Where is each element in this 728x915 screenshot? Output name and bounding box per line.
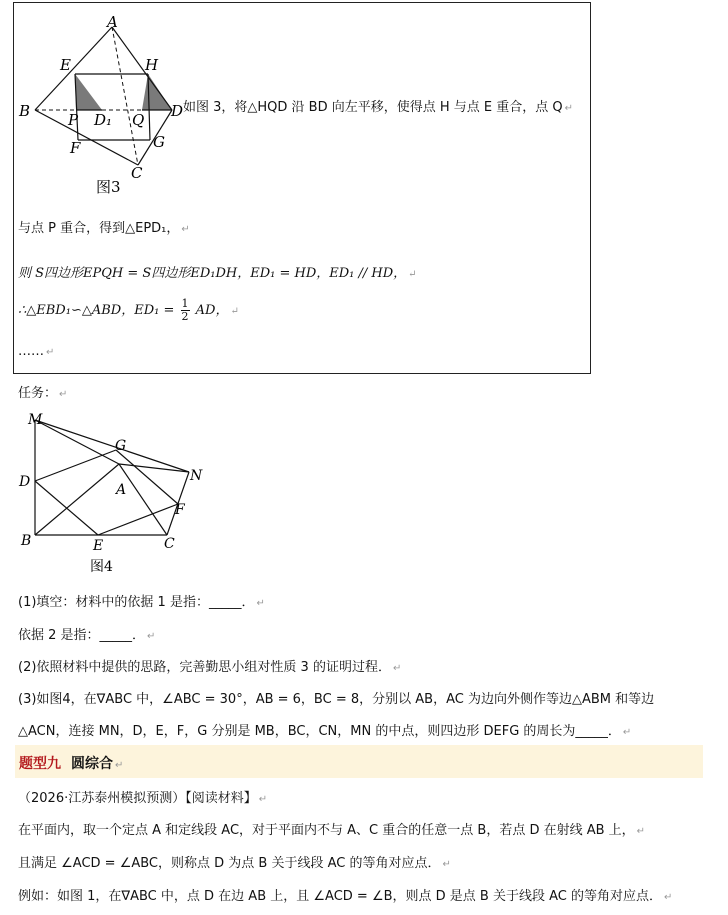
label-d1: D₁: [94, 111, 113, 129]
figure-4: [14, 408, 214, 578]
reading-line-2: 且满足 ∠ACD = ∠ABC，则称点 D 为点 B 关于线段 AC 的等角对应点． ↵: [18, 856, 451, 871]
section-title: 圆综合: [71, 756, 113, 772]
source-line: （2026·江苏泰州模拟预测）【阅读材料】 ↵: [18, 791, 268, 806]
label-f4: F: [175, 502, 185, 518]
section-banner: 题型九 圆综合 ↵: [15, 745, 703, 778]
label-p: P: [68, 111, 79, 129]
reading-line-1: 在平面内，取一个定点 A 和定线段 AC，对于平面内不与 A、C 重合的任意一点 B，若点 D 在射线 AB 上， ↵: [18, 823, 646, 838]
question-3a: (3)如图4，在∇ABC 中，∠ABC = 30°，AB = 6，BC = 8，分别以 AB，AC 为边向外侧作等边△ABM 和等边: [18, 692, 655, 707]
fraction-one-half: $\frac{1}{2}$: [181, 297, 189, 323]
figure-3: [14, 10, 194, 200]
material-line-3: 则 S四边形EPQH = S四边形ED₁DH，ED₁ = HD，ED₁ // HD， ↵: [18, 266, 417, 281]
figure-3-caption: 图3: [96, 178, 121, 196]
label-a: A: [107, 13, 118, 31]
material-line-2: 与点 P 重合，得到△EPD₁， ↵: [18, 221, 190, 236]
label-e4: E: [93, 538, 104, 554]
label-g4: G: [115, 438, 127, 454]
question-1b: 依据 2 是指：_____． ↵: [18, 628, 156, 643]
question-3b: △ACN，连接 MN，D，E，F，G 分别是 MB，BC，CN，MN 的中点，则四边形 DEFG 的周长为_____． ↵: [18, 724, 632, 739]
label-d4: D: [19, 474, 31, 490]
label-c: C: [131, 164, 143, 182]
label-d: D: [171, 102, 184, 120]
label-n: N: [190, 468, 203, 484]
label-f: F: [70, 139, 81, 157]
label-m: M: [28, 412, 43, 428]
label-q: Q: [132, 111, 145, 129]
shaded-triangle-epd1: [75, 74, 102, 110]
reading-line-3: 例如：如图 1，在∇ABC 中，点 D 在边 AB 上，且 ∠ACD = ∠B，则点 D 是点 B 关于线段 AC 的等角对应点． ↵: [18, 889, 673, 904]
label-e: E: [60, 56, 71, 74]
label-b: B: [19, 102, 31, 120]
material-line-4: ∴△EBD₁∽△ABD，ED₁ = $\frac{1}{2}$ AD， ↵: [18, 297, 239, 323]
label-h: H: [145, 56, 159, 74]
label-g: G: [153, 133, 165, 151]
label-b4: B: [21, 533, 32, 549]
material-line-1: 如图 3，将△HQD 沿 BD 向左平移，使得点 H 与点 E 重合，点 Q ↵: [183, 100, 574, 115]
task-label: 任务： ↵: [18, 386, 68, 401]
question-2: (2)依照材料中提供的思路，完善勤思小组对性质 3 的证明过程． ↵: [18, 660, 402, 675]
question-1a: (1)填空：材料中的依据 1 是指：_____． ↵: [18, 595, 265, 610]
label-c4: C: [164, 536, 175, 552]
label-a4: A: [116, 482, 127, 498]
section-label: 题型九: [19, 756, 61, 772]
material-line-5: …… ↵: [18, 344, 55, 359]
figure-4-caption: 图4: [90, 559, 113, 575]
